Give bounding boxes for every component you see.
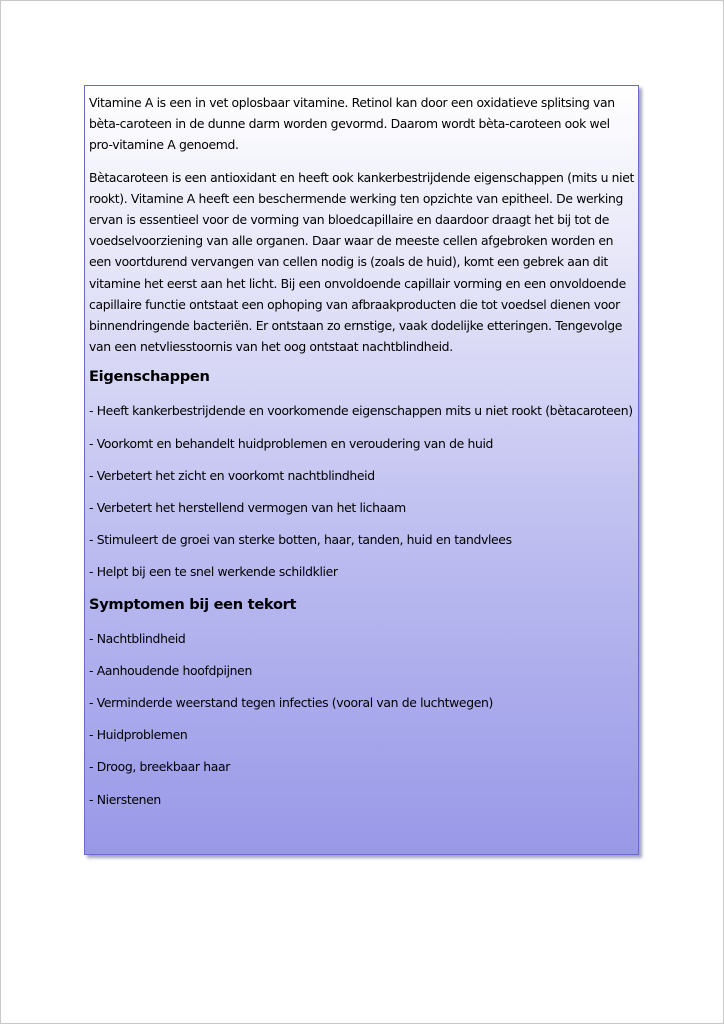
eigenschappen-list bbox=[89, 400, 636, 582]
intro-paragraph-2: Bètacaroteen is een antioxidant en heeft ook kankerbestrijdende eigenschappen (mits u niet rookt). Vitamine A heeft een beschermende werking ten opzichte van epitheel. De werking ervan is essentieel voor de vorming van bloedcapillaire en daardoor draagt het bij tot de voedselvoorziening van alle organen. Daar waar de meeste cellen afgebroken worden en een voortdurend vervangen van cellen nodig is (zoals de huid), komt een gebrek aan dit vitamine het eerst aan het licht. Bij een onvoldoende capillair vorming en een onvoldoende capillaire functie ontstaat een ophoping van afbraakproducten die tot voedsel dienen voor binnendringende bacteriën. Er ontstaan zo ernstige, vaak dodelijke etteringen. Tengevolge van een netvliesstoornis van het oog ontstaat nachtblindheid. bbox=[89, 169, 635, 355]
list-item: - Aanhoudende hoofdpijnen bbox=[89, 662, 252, 678]
list-item: - Huidproblemen bbox=[89, 727, 188, 743]
section-heading-eigenschappen: Eigenschappen bbox=[89, 368, 210, 386]
list-item: - Verbetert het zicht en voorkomt nachtblindheid bbox=[89, 467, 375, 483]
symptomen-list bbox=[89, 628, 636, 810]
list-item: - Stimuleert de groei van sterke botten, haar, tanden, huid en tandvlees bbox=[89, 532, 512, 548]
list-item: - Nachtblindheid bbox=[89, 630, 186, 646]
list-item: - Heeft kankerbestrijdende en voorkomende eigenschappen mits u niet rookt (bètacaroteen) bbox=[89, 403, 633, 419]
list-item: - Verbetert het herstellend vermogen van het lichaam bbox=[89, 500, 406, 516]
list-item: - Voorkomt en behandelt huidproblemen en veroudering van de huid bbox=[89, 435, 494, 451]
section-heading-symptomen: Symptomen bij een tekort bbox=[89, 595, 297, 613]
list-item: - Verminderde weerstand tegen infecties (vooral van de luchtwegen) bbox=[89, 695, 493, 711]
list-item: - Droog, breekbaar haar bbox=[89, 759, 230, 775]
list-item: - Helpt bij een te snel werkende schildklier bbox=[89, 564, 338, 580]
vitamin-a-text-box bbox=[84, 85, 639, 855]
list-item: - Nierstenen bbox=[89, 791, 161, 807]
intro-paragraph-1: Vitamine A is een in vet oplosbaar vitamine. Retinol kan door een oxidatieve splitsing van bèta-caroteen in de dunne darm worden gevormd. Daarom wordt bèta-caroteen ook wel pro-vitamine A genoemd. bbox=[89, 95, 615, 153]
